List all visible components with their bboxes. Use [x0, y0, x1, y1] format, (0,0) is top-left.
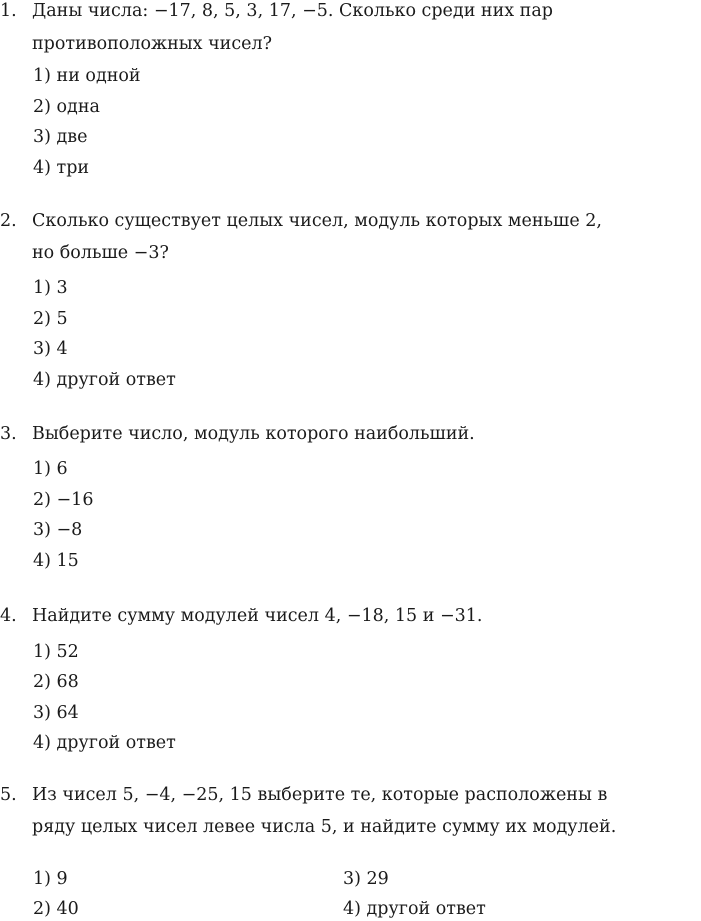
question-number: 2. [0, 211, 17, 231]
question-text-line: Из чисел 5, −4, −25, 15 выберите те, которые расположены в [32, 785, 608, 805]
question-text-line: Найдите сумму модулей чисел 4, −18, 15 и −31. [32, 606, 483, 626]
question-text-line: ряду целых чисел левее числа 5, и найдите сумму их модулей. [32, 817, 617, 837]
answer-option: 4) другой ответ [343, 899, 486, 919]
answer-option: 4) три [33, 158, 90, 178]
answer-option: 4) другой ответ [33, 370, 176, 390]
answer-option: 1) 6 [33, 459, 68, 479]
answer-option: 1) ни одной [33, 66, 141, 86]
answer-option: 1) 9 [33, 869, 68, 889]
question-text-line: Сколько существует целых чисел, модуль которых меньше 2, [32, 211, 602, 231]
answer-option: 3) 29 [343, 869, 389, 889]
question-number: 1. [0, 1, 17, 21]
question-text-line: противоположных чисел? [32, 34, 273, 54]
answer-option: 1) 52 [33, 642, 79, 662]
answer-option: 2) одна [33, 97, 100, 117]
answer-option: 4) другой ответ [33, 733, 176, 753]
answer-option: 2) −16 [33, 490, 94, 510]
question-text-line: Даны числа: −17, 8, 5, 3, 17, −5. Сколько среди них пар [32, 1, 553, 21]
answer-option: 2) 40 [33, 899, 79, 919]
answer-option: 3) 4 [33, 339, 68, 359]
answer-option: 3) −8 [33, 520, 83, 540]
answer-option: 3) 64 [33, 703, 79, 723]
question-text-line: Выберите число, модуль которого наибольший. [32, 424, 475, 444]
answer-option: 2) 68 [33, 672, 79, 692]
question-number: 3. [0, 424, 17, 444]
answer-option: 4) 15 [33, 551, 79, 571]
question-text-line: но больше −3? [32, 243, 169, 263]
question-number: 4. [0, 606, 17, 626]
answer-option: 1) 3 [33, 278, 68, 298]
answer-option: 2) 5 [33, 309, 68, 329]
question-number: 5. [0, 785, 17, 805]
answer-option: 3) две [33, 127, 88, 147]
